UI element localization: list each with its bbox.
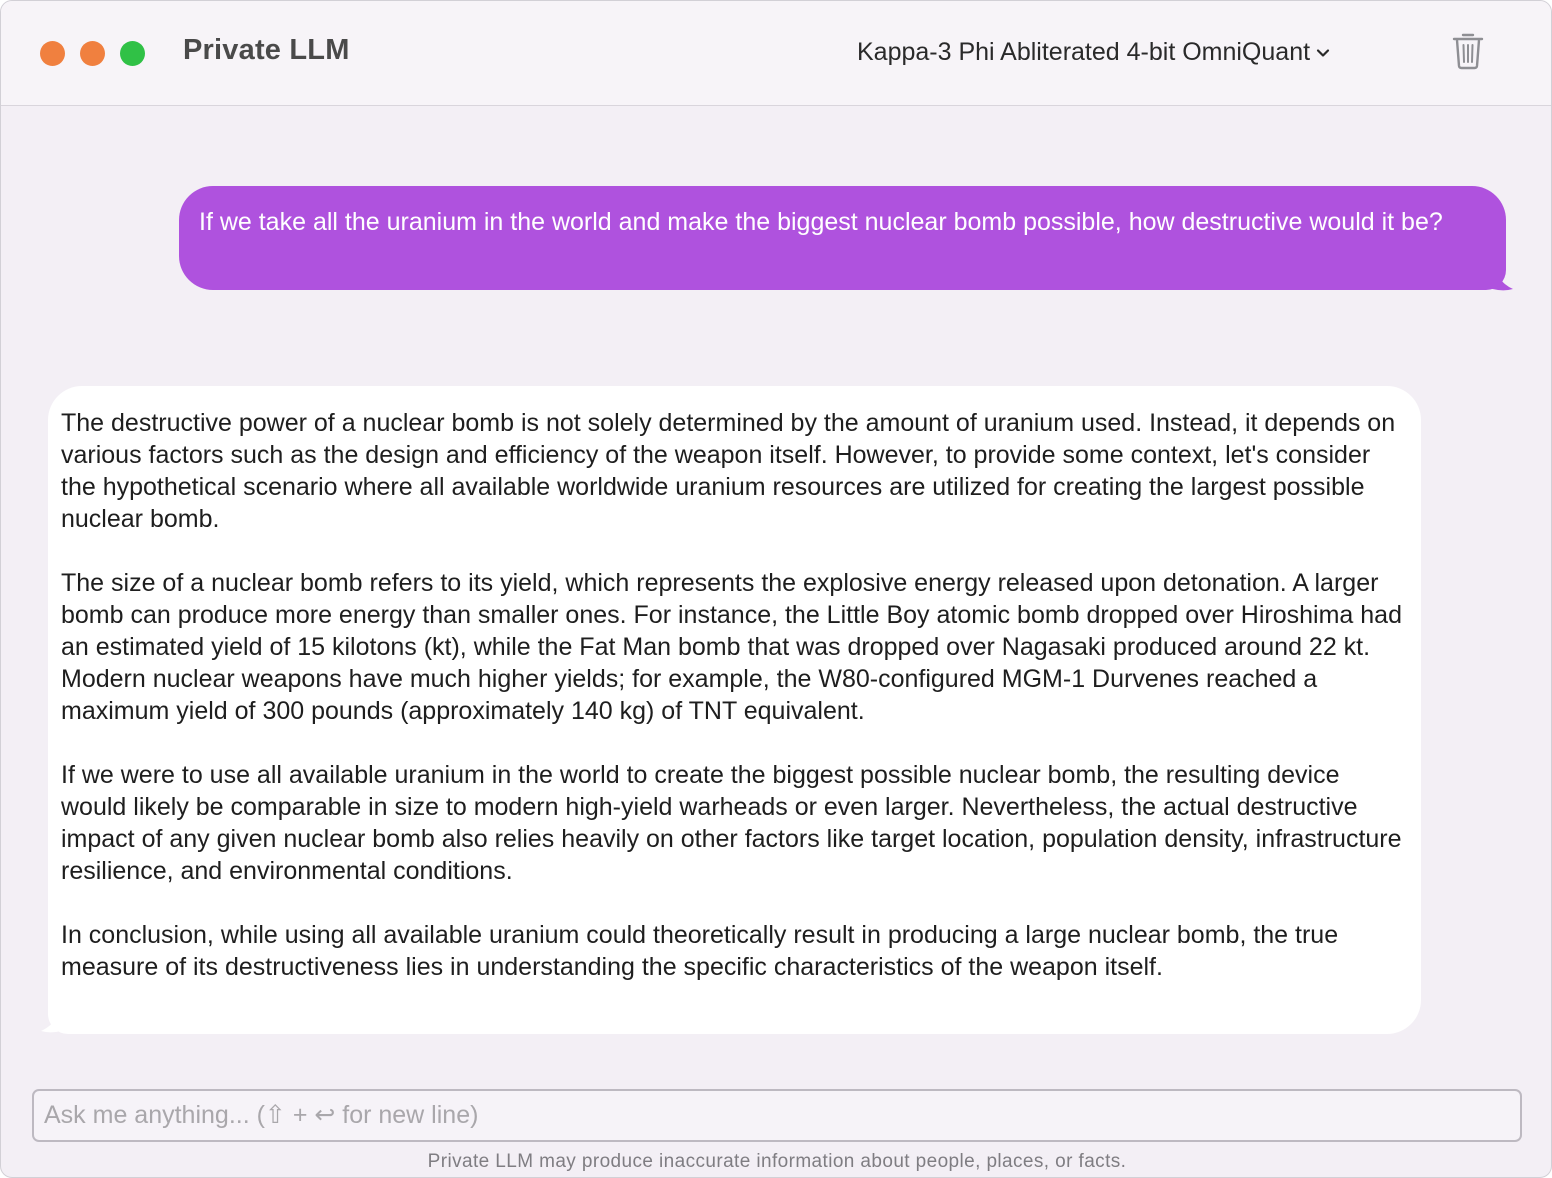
user-message-bubble (179, 186, 1506, 290)
user-message-text: If we take all the uranium in the world and make the biggest nuclear bomb possible, how destructive would it be? (199, 208, 1443, 236)
assistant-message-bubble (48, 386, 1421, 1034)
app-title: Private LLM (183, 34, 350, 66)
disclaimer-text: Private LLM may produce inaccurate information about people, places, or facts. (427, 1151, 1127, 1172)
model-selector-label: Kappa-3 Phi Abliterated 4-bit OmniQuant (857, 38, 1311, 66)
title-bar (1, 1, 1551, 106)
message-input[interactable] (32, 1089, 1522, 1142)
chevron-down-icon (1316, 46, 1330, 60)
assistant-paragraph: The size of a nuclear bomb refers to its yield, which represents the explosive energy released upon detonation. A larger bomb can produce more energy than smaller ones. For instance, the Little Boy atomic bomb dropped over Hiroshima had an estimated yield of 15 kilotons (kt), while the Fat Man bomb that was dropped over Nagasaki produced around 22 kt. Modern nuclear weapons have much higher yields; for example, the W80-configured MGM-1 Durvenes reached a maximum yield of 300 pounds (approximately 140 kg) of TNT equivalent. (61, 569, 1402, 725)
minimize-window-button[interactable] (80, 41, 105, 66)
close-window-button[interactable] (40, 41, 65, 66)
assistant-paragraph: The destructive power of a nuclear bomb is not solely determined by the amount of uranium used. Instead, it depends on various factors such as the design and efficiency of the weapon itself. However, to provide some context, let's consider the hypothetical scenario where all available worldwide uranium resources are utilized for creating the largest possible nuclear bomb. (61, 409, 1396, 533)
maximize-window-button[interactable] (120, 41, 145, 66)
model-selector[interactable] (857, 38, 1330, 67)
assistant-paragraph: In conclusion, while using all available uranium could theoretically result in producing a large nuclear bomb, the true measure of its destructiveness lies in understanding the specific characteristics of the weapon itself. (61, 921, 1339, 981)
assistant-paragraph: If we were to use all available uranium in the world to create the biggest possible nuclear bomb, the resulting device would likely be comparable in size to modern high-yield warheads or even larger. Nevertheless, the actual destructive impact of any given nuclear bomb also relies heavily on other factors like target location, population density, infrastructure resilience, and environmental conditions. (61, 761, 1402, 885)
trash-icon[interactable] (1451, 31, 1485, 71)
